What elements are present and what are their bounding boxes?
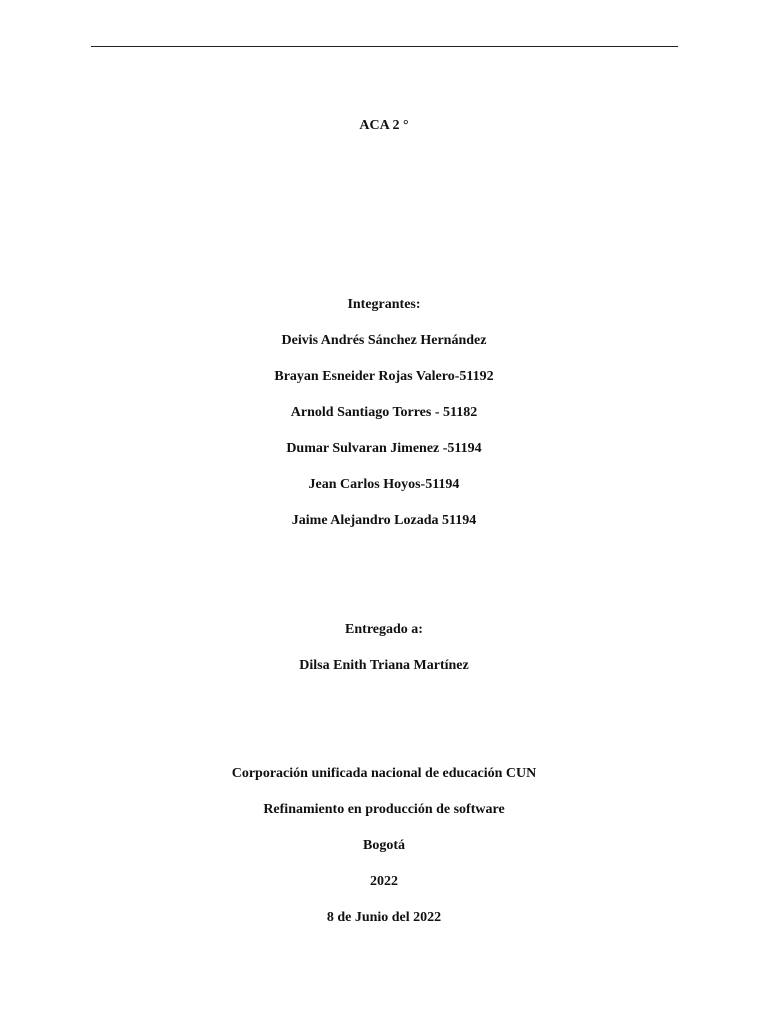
teacher-name: Dilsa Enith Triana Martínez xyxy=(299,658,469,673)
delivery-date: 8 de Junio del 2022 xyxy=(326,910,442,925)
member-name: Jaime Alejandro Lozada 51194 xyxy=(291,513,477,528)
header-rule xyxy=(91,46,678,47)
year: 2022 xyxy=(370,874,398,889)
member-name: Dumar Sulvaran Jimenez -51194 xyxy=(286,441,482,456)
city: Bogotá xyxy=(363,838,405,853)
institution-name: Corporación unificada nacional de educación CUN xyxy=(231,766,537,781)
member-name: Brayan Esneider Rojas Valero-51192 xyxy=(274,369,494,384)
delivered-heading: Entregado a: xyxy=(345,622,423,637)
document-title: ACA 2 ° xyxy=(359,118,409,133)
member-name: Jean Carlos Hoyos-51194 xyxy=(308,477,460,492)
member-name: Deivis Andrés Sánchez Hernández xyxy=(281,333,487,348)
member-name: Arnold Santiago Torres - 51182 xyxy=(290,405,478,420)
members-heading: Integrantes: xyxy=(347,297,421,312)
course-name: Refinamiento en producción de software xyxy=(263,802,505,817)
